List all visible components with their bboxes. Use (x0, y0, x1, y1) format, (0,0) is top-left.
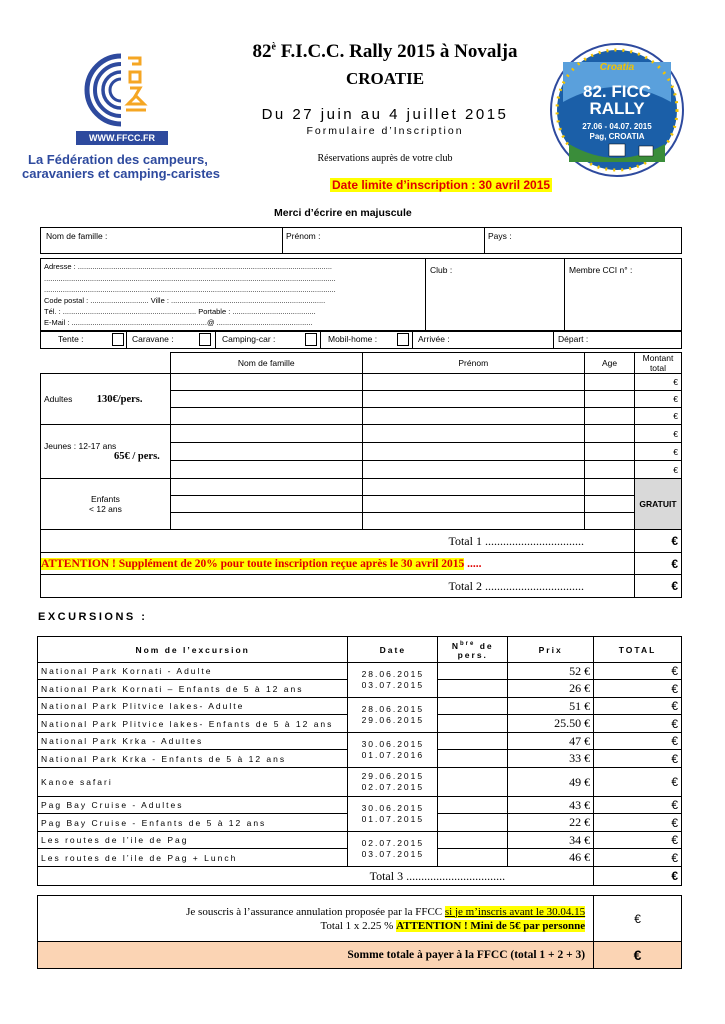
col-age: Age (585, 353, 635, 374)
col-prix: Prix (508, 637, 594, 663)
vehicle-divider (412, 331, 413, 349)
federation-line1: La Fédération des campeurs, (28, 152, 208, 167)
participant-prenom-cell[interactable] (362, 391, 585, 408)
participant-age-cell[interactable] (585, 374, 635, 391)
excursion-name: National Park Plitvice lakes- Adulte (38, 698, 348, 715)
excursion-nbre-pers[interactable] (438, 849, 508, 867)
club-field-label[interactable]: Club : (430, 265, 453, 275)
col-prenom: Prénom (362, 353, 585, 374)
sum-value[interactable]: € (594, 942, 682, 969)
camping-car-checkbox[interactable] (305, 333, 317, 346)
excursions-heading: EXCURSIONS : (38, 611, 148, 623)
jeunes-label: Jeunes : 12-17 ans (44, 441, 117, 451)
excursion-prix: 22 € (508, 814, 594, 832)
insurance-table (37, 895, 682, 969)
col-nbre-pers: $N^{bre}$ de pers. (438, 637, 508, 663)
participant-prenom-cell[interactable] (362, 408, 585, 425)
ffcc-url-badge: WWW.FFCC.FR (76, 131, 168, 145)
gratuit-cell: GRATUIT (634, 479, 681, 530)
total3-label: Total 3 ................................. (38, 867, 594, 886)
participant-prenom-cell[interactable] (362, 513, 585, 530)
total3-value[interactable]: € (594, 867, 682, 886)
excursion-date-1: 28.06.2015 (361, 704, 425, 714)
participant-nom-cell[interactable] (170, 496, 362, 513)
excursion-date-1: 02.07.2015 (361, 838, 425, 848)
participant-nom-cell[interactable] (170, 461, 362, 479)
excursion-row (38, 698, 682, 715)
identity-divider-2 (484, 227, 485, 254)
excursion-date-1: 28.06.2015 (361, 669, 425, 679)
depart-field[interactable]: Départ : (558, 334, 589, 344)
participant-prenom-cell[interactable] (362, 425, 585, 443)
mobil-home-field[interactable]: Mobil-home : (328, 334, 378, 344)
camping-car-field[interactable]: Camping-car : (222, 334, 276, 344)
excursion-dates (348, 832, 438, 867)
deadline-notice: Date limite d’inscription : 30 avril 2015 (332, 178, 551, 192)
excursion-nbre-pers[interactable] (438, 832, 508, 849)
tente-checkbox[interactable] (112, 333, 124, 346)
excursion-name: Les routes de l’ile de Pag (38, 832, 348, 849)
excursion-prix: 25.50 € (508, 715, 594, 733)
excursion-total[interactable]: € (594, 849, 682, 867)
excursion-name: Kanoe safari (38, 768, 348, 797)
total1-label: Total 1 ................................. (41, 530, 635, 553)
excursion-dates (348, 733, 438, 768)
participant-prenom-cell[interactable] (362, 443, 585, 461)
rally-badge (549, 42, 685, 178)
col-date: Date (348, 637, 438, 663)
total2-value[interactable]: € (634, 575, 681, 598)
montant-cell[interactable]: € (634, 408, 681, 425)
excursion-dates (348, 797, 438, 832)
excursion-date-1: 30.06.2015 (361, 803, 425, 813)
address-divider-2 (564, 258, 565, 331)
excursion-date-2: 29.06.2015 (361, 715, 425, 725)
excursion-total[interactable]: € (594, 832, 682, 849)
code-postal-ville-field[interactable]: Code postal : ............................ Ville : .......................................................................... (44, 296, 326, 305)
total2-label: Total 2 ................................. (41, 575, 635, 598)
reservations-note: Réservations auprès de votre club (317, 153, 453, 164)
badge-line1: 82. FICC (582, 82, 652, 101)
vehicle-divider (320, 331, 321, 349)
sum-label: Somme totale à payer à la FFCC (total 1 + 2 + 3) (38, 942, 594, 969)
excursion-name: Pag Bay Cruise - Enfants de 5 à 12 ans (38, 814, 348, 832)
adultes-label: Adultes (44, 393, 73, 404)
enfants-age-label: < 12 ans (89, 504, 122, 514)
excursion-prix: 49 € (508, 768, 594, 797)
montant-cell[interactable]: € (634, 425, 681, 443)
insurance-text: Je souscris à l’assurance annulation proposée par la FFCC si je m’inscris avant le 30.04.15 Total 1 x 2.25 % ATTENTION ! Mini de 5€ par personne (38, 896, 594, 942)
participant-nom-cell[interactable] (170, 479, 362, 496)
capitals-note: Merci d’écrire en majuscule (274, 207, 412, 219)
badge-line2: RALLY (589, 99, 645, 118)
tel-portable-field[interactable]: Tél. : ................................................................ Portable : ........................................ (44, 307, 316, 316)
excursion-nbre-pers[interactable] (438, 814, 508, 832)
participant-nom-cell[interactable] (170, 408, 362, 425)
excursion-date-2: 02.07.2015 (361, 782, 425, 792)
participant-nom-cell[interactable] (170, 425, 362, 443)
supplement-value[interactable]: € (634, 553, 681, 575)
participant-age-cell[interactable] (585, 408, 635, 425)
excursion-date-2: 03.07.2015 (361, 849, 425, 859)
adresse-field[interactable]: Adresse : .......................................................................................................................... (44, 262, 332, 271)
email-field[interactable]: E-Mail : .................................................................@ .............................................. (44, 318, 313, 327)
excursion-prix: 26 € (508, 680, 594, 698)
col-montant: Montant total (634, 353, 681, 374)
excursion-date-2: 03.07.2015 (361, 680, 425, 690)
adresse-line3[interactable]: ............................................................................................................................................ (44, 285, 336, 294)
badge-place: Pag, CROATIA (589, 132, 645, 141)
participant-prenom-cell[interactable] (362, 374, 585, 391)
montant-cell[interactable]: € (634, 374, 681, 391)
country-title: CROATIE (345, 69, 425, 88)
event-dates: Du 27 juin au 4 juillet 2015 (261, 106, 509, 123)
participants-corner (41, 353, 171, 374)
excursion-prix: 43 € (508, 797, 594, 814)
excursion-prix: 47 € (508, 733, 594, 750)
col-nom: Nom de famille (170, 353, 362, 374)
excursion-prix: 33 € (508, 750, 594, 768)
excursion-prix: 52 € (508, 663, 594, 680)
participant-age-cell[interactable] (585, 461, 635, 479)
participant-prenom-cell[interactable] (362, 496, 585, 513)
excursion-row (38, 797, 682, 814)
participant-nom-cell[interactable] (170, 513, 362, 530)
caravane-field[interactable]: Caravane : (132, 334, 174, 344)
attention-supplement: ATTENTION ! Supplément de 20% pour toute inscription reçue après le 30 avril 2015 ..... (41, 553, 635, 575)
excursion-total[interactable]: € (594, 797, 682, 814)
excursion-nbre-pers[interactable] (438, 797, 508, 814)
caravane-checkbox[interactable] (199, 333, 211, 346)
excursion-nbre-pers[interactable] (438, 698, 508, 715)
vehicle-divider (553, 331, 554, 349)
vehicle-divider (215, 331, 216, 349)
col-total: TOTAL (594, 637, 682, 663)
excursion-prix: 46 € (508, 849, 594, 867)
excursion-date-1: 29.06.2015 (361, 771, 425, 781)
participant-nom-cell[interactable] (170, 391, 362, 408)
jeunes-price: 65€ / pers. (114, 451, 160, 462)
excursion-total[interactable]: € (594, 768, 682, 797)
participant-age-cell[interactable] (585, 479, 635, 496)
badge-dates: 27.06 - 04.07. 2015 (582, 122, 652, 131)
excursion-date-2: 01.07.2016 (361, 750, 425, 760)
excursion-total[interactable]: € (594, 750, 682, 768)
adresse-line2[interactable]: ............................................................................................................................................ (44, 274, 336, 283)
excursion-total[interactable]: € (594, 715, 682, 733)
participant-age-cell[interactable] (585, 496, 635, 513)
excursion-name: National Park Kornati – Enfants de 5 à 12 ans (38, 680, 348, 698)
excursion-date-2: 01.07.2015 (361, 814, 425, 824)
excursion-total[interactable]: € (594, 663, 682, 680)
excursions-table (37, 636, 682, 886)
participant-prenom-cell[interactable] (362, 479, 585, 496)
membre-cci-field-label[interactable]: Membre CCI n° : (569, 265, 633, 275)
excursion-nbre-pers[interactable] (438, 750, 508, 768)
prenom-field-label[interactable]: Prénom : (286, 231, 321, 241)
excursion-dates (348, 768, 438, 797)
participants-table (40, 352, 682, 598)
participant-nom-cell[interactable] (170, 443, 362, 461)
excursion-nbre-pers[interactable] (438, 663, 508, 680)
enfants-label: Enfants (91, 494, 120, 504)
page-title: $82^è$ F.I.C.C. Rally 2015 à Novalja (252, 41, 518, 62)
excursion-prix: 51 € (508, 698, 594, 715)
participant-nom-cell[interactable] (170, 374, 362, 391)
montant-cell[interactable]: € (634, 461, 681, 479)
montant-cell[interactable]: € (634, 391, 681, 408)
excursion-name: National Park Krka - Enfants de 5 à 12 ans (38, 750, 348, 768)
participant-age-cell[interactable] (585, 513, 635, 530)
form-label: Formulaire d’Inscription (306, 125, 464, 137)
excursion-nbre-pers[interactable] (438, 715, 508, 733)
participant-age-cell[interactable] (585, 443, 635, 461)
excursion-name: National Park Krka - Adultes (38, 733, 348, 750)
nom-field-label[interactable]: Nom de famille : (46, 231, 108, 241)
pays-field-label[interactable]: Pays : (488, 231, 512, 241)
excursion-nbre-pers[interactable] (438, 768, 508, 797)
adultes-price: 130€/pers. (96, 393, 143, 405)
federation-line2: caravaniers et camping-caristes (22, 166, 220, 181)
col-excursion: Nom de l’excursion (38, 637, 348, 663)
mobil-home-checkbox[interactable] (397, 333, 409, 346)
excursion-total[interactable]: € (594, 814, 682, 832)
excursion-row (38, 663, 682, 680)
excursion-row (38, 768, 682, 797)
total1-value[interactable]: € (634, 530, 681, 553)
vehicle-divider (126, 331, 127, 349)
identity-section (40, 227, 682, 254)
badge-script: Croatia (599, 62, 635, 73)
excursion-dates (348, 663, 438, 698)
excursion-row (38, 832, 682, 849)
tente-field[interactable]: Tente : (58, 334, 84, 344)
insurance-value[interactable]: € (594, 896, 682, 942)
adultes-cell (41, 374, 171, 425)
enfants-cell (41, 479, 171, 530)
excursion-total[interactable]: € (594, 680, 682, 698)
excursion-total[interactable]: € (594, 698, 682, 715)
excursion-nbre-pers[interactable] (438, 680, 508, 698)
participant-age-cell[interactable] (585, 391, 635, 408)
montant-cell[interactable]: € (634, 443, 681, 461)
identity-divider-1 (282, 227, 283, 254)
participant-age-cell[interactable] (585, 425, 635, 443)
arrivee-field[interactable]: Arrivée : (418, 334, 450, 344)
excursion-nbre-pers[interactable] (438, 733, 508, 750)
excursion-date-1: 30.06.2015 (361, 739, 425, 749)
excursion-total[interactable]: € (594, 733, 682, 750)
excursion-name: Pag Bay Cruise - Adultes (38, 797, 348, 814)
address-divider-1 (425, 258, 426, 331)
excursion-row (38, 733, 682, 750)
excursion-name: Les routes de l’ile de Pag + Lunch (38, 849, 348, 867)
participant-prenom-cell[interactable] (362, 461, 585, 479)
excursion-name: National Park Kornati - Adulte (38, 663, 348, 680)
jeunes-cell (41, 425, 171, 479)
excursion-prix: 34 € (508, 832, 594, 849)
excursion-dates (348, 698, 438, 733)
excursion-name: National Park Plitvice lakes- Enfants de 5 à 12 ans (38, 715, 348, 733)
